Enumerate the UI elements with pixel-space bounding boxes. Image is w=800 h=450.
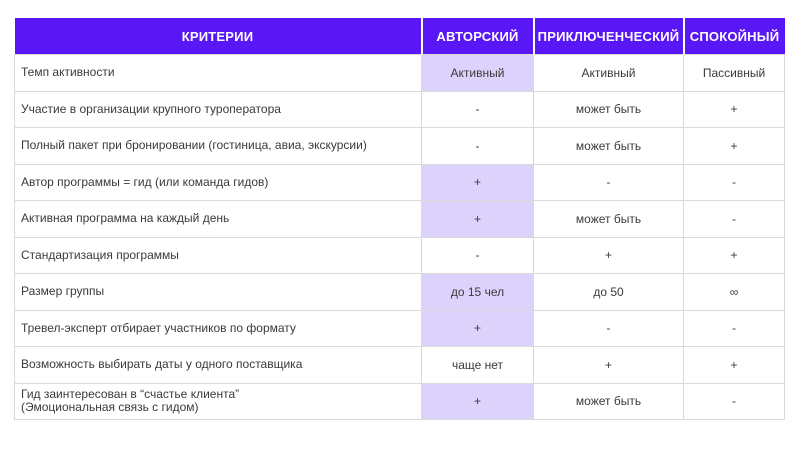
calm-cell: + xyxy=(684,347,785,384)
author-cell: + xyxy=(422,164,534,201)
criterion-cell: Стандартизация программы xyxy=(15,237,422,274)
criterion-cell: Размер группы xyxy=(15,274,422,311)
table-row xyxy=(15,55,785,92)
criterion-cell: Активная программа на каждый день xyxy=(15,201,422,238)
table-row xyxy=(15,274,785,311)
author-cell: Активный xyxy=(422,55,534,92)
calm-cell: + xyxy=(684,237,785,274)
header-row xyxy=(15,18,785,55)
author-cell: + xyxy=(422,383,534,420)
adventure-cell: может быть xyxy=(534,383,684,420)
criterion-cell: Участие в организации крупного туроператора xyxy=(15,91,422,128)
table-row xyxy=(15,383,785,420)
calm-cell: Пассивный xyxy=(684,55,785,92)
calm-cell: - xyxy=(684,383,785,420)
header-author: АВТОРСКИЙ xyxy=(422,18,534,55)
adventure-cell: может быть xyxy=(534,91,684,128)
author-cell: чаще нет xyxy=(422,347,534,384)
header-criteria: КРИТЕРИИ xyxy=(15,18,422,55)
author-cell: + xyxy=(422,310,534,347)
calm-cell: ∞ xyxy=(684,274,785,311)
author-cell: - xyxy=(422,237,534,274)
table-header xyxy=(15,18,785,55)
header-calm: СПОКОЙНЫЙ xyxy=(684,18,785,55)
criterion-cell: Возможность выбирать даты у одного поставщика xyxy=(15,347,422,384)
header-adventure: ПРИКЛЮЧЕНЧЕСКИЙ xyxy=(534,18,684,55)
table-body xyxy=(15,55,785,420)
criterion-cell: Полный пакет при бронировании (гостиница, авиа, экскурсии) xyxy=(15,128,422,165)
adventure-cell: Активный xyxy=(534,55,684,92)
calm-cell: + xyxy=(684,128,785,165)
table-row xyxy=(15,237,785,274)
author-cell: - xyxy=(422,91,534,128)
criterion-line: (Эмоциональная связь с гидом) xyxy=(21,400,199,415)
table-row xyxy=(15,128,785,165)
adventure-cell: - xyxy=(534,310,684,347)
calm-cell: - xyxy=(684,164,785,201)
calm-cell: - xyxy=(684,201,785,238)
calm-cell: - xyxy=(684,310,785,347)
criterion-cell xyxy=(15,383,422,420)
adventure-cell: до 50 xyxy=(534,274,684,311)
table-row xyxy=(15,347,785,384)
table-row xyxy=(15,164,785,201)
adventure-cell: + xyxy=(534,347,684,384)
table-row xyxy=(15,201,785,238)
adventure-cell: - xyxy=(534,164,684,201)
criterion-cell: Темп активности xyxy=(15,55,422,92)
author-cell: до 15 чел xyxy=(422,274,534,311)
table-row xyxy=(15,310,785,347)
adventure-cell: может быть xyxy=(534,201,684,238)
author-cell: + xyxy=(422,201,534,238)
adventure-cell: может быть xyxy=(534,128,684,165)
criterion-cell: Тревел-эксперт отбирает участников по формату xyxy=(15,310,422,347)
adventure-cell: + xyxy=(534,237,684,274)
author-cell: - xyxy=(422,128,534,165)
table-row xyxy=(15,91,785,128)
comparison-table xyxy=(14,18,785,420)
calm-cell: + xyxy=(684,91,785,128)
criterion-line: Гид заинтересован в “счастье клиента” xyxy=(21,387,240,402)
criterion-cell: Автор программы = гид (или команда гидов) xyxy=(15,164,422,201)
